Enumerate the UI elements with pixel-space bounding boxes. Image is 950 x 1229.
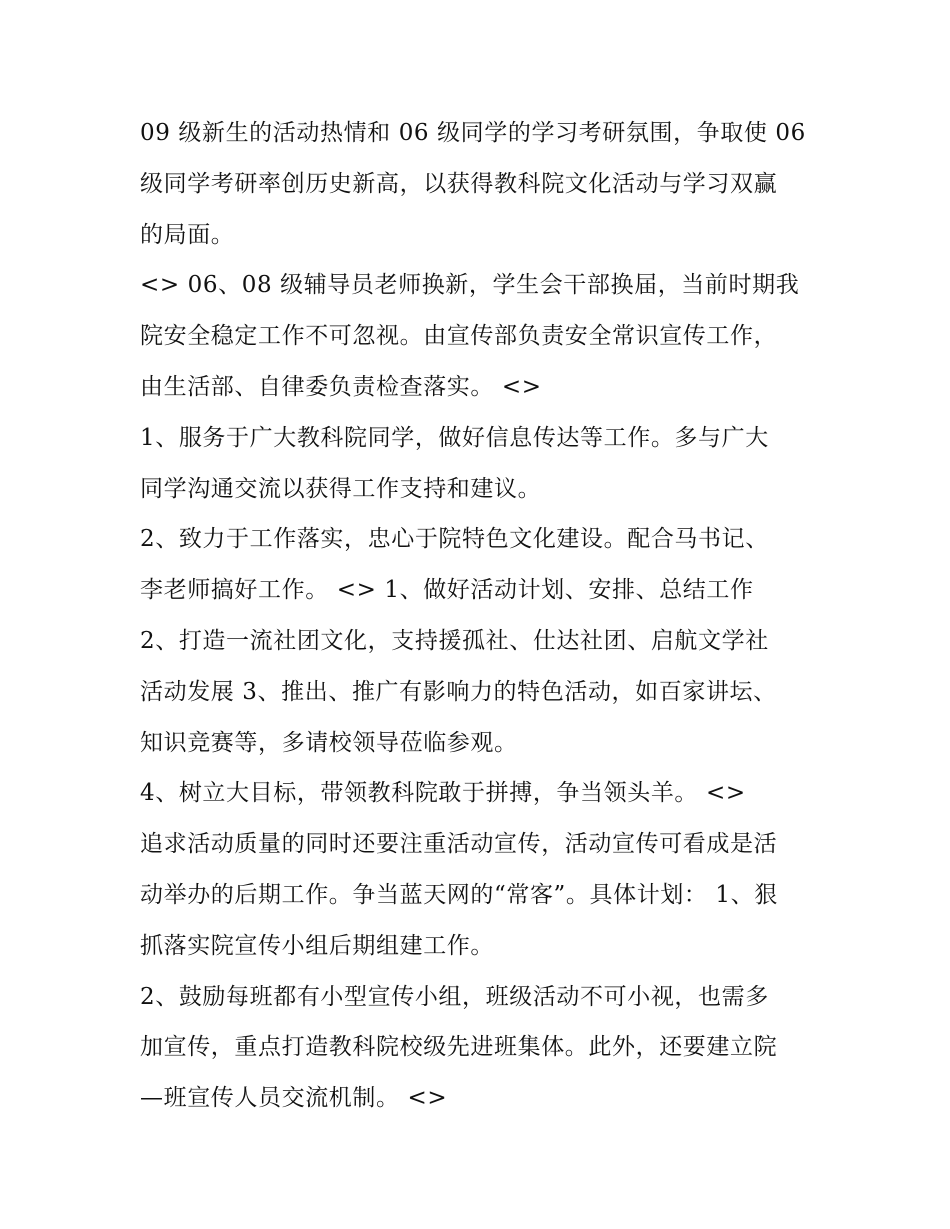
- text-line: 2、鼓励每班都有小型宣传小组，班级活动不可小视，也需多: [140, 983, 769, 1010]
- text-line: 2、打造一流社团文化，支持援孤社、仕达社团、启航文学社: [140, 627, 769, 654]
- text-line: 院安全稳定工作不可忽视。由宣传部负责安全常识宣传工作，: [140, 323, 778, 350]
- text-line: 动举办的后期工作。争当蓝天网的“常客”。具体计划： 1、狠: [140, 881, 778, 908]
- text-line: 09 级新生的活动热情和 06 级同学的学习考研氛围，争取使 06: [140, 120, 806, 146]
- text-line: —班宣传人员交流机制。 <>: [140, 1085, 448, 1112]
- text-line: 追求活动质量的同时还要注重活动宣传，活动宣传可看成是活: [140, 831, 778, 858]
- text-line: 级同学考研率创历史新高，以获得教科院文化活动与学习双赢: [140, 170, 778, 197]
- text-line: 知识竞赛等，多请校领导莅临参观。: [140, 729, 518, 756]
- text-line: <> 06、08 级辅导员老师换新，学生会干部换届，当前时期我: [140, 272, 800, 299]
- text-line: 同学沟通交流以获得工作支持和建议。: [140, 475, 542, 502]
- text-line: 由生活部、自律委负责检查落实。 <>: [140, 373, 542, 400]
- text-line: 活动发展 3、推出、推广有影响力的特色活动，如百家讲坛、: [140, 678, 777, 705]
- text-line: 1、服务于广大教科院同学，做好信息传达等工作。多与广大: [140, 424, 769, 451]
- text-line: 抓落实院宣传小组后期组建工作。: [140, 932, 494, 959]
- text-line: 李老师搞好工作。 <> 1、做好活动计划、安排、总结工作: [140, 577, 754, 604]
- text-line: 4、树立大目标，带领教科院敢于拼搏，争当领头羊。 <>: [140, 780, 746, 807]
- text-line: 2、致力于工作落实，忠心于院特色文化建设。配合马书记、: [140, 526, 769, 553]
- text-line: 的局面。: [140, 221, 235, 248]
- text-line: 加宣传，重点打造教科院校级先进班集体。此外，还要建立院: [140, 1034, 778, 1061]
- body-text: [140, 108, 820, 1124]
